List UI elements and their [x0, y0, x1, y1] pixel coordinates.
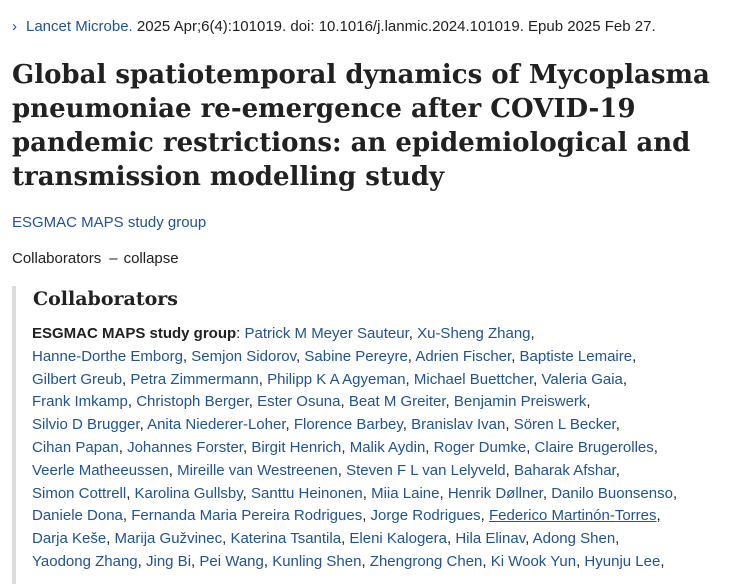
collaborator-link[interactable]: Kunling Shen [272, 552, 362, 570]
collaborator-link[interactable]: Johannes Forster [127, 438, 243, 456]
collaborator-link[interactable]: Michael Buettcher [413, 370, 534, 388]
collaborator-link[interactable]: Hila Elinav [455, 530, 526, 548]
collaborator-link[interactable]: Darja Keše [32, 530, 107, 548]
collaborator-link[interactable]: Xu-Sheng Zhang [417, 325, 531, 342]
collaborator-link[interactable]: Frank Imkamp [32, 393, 128, 411]
collaborator-link[interactable]: Beat M Greiter [348, 393, 446, 411]
collaborator-link[interactable]: Adong Shen [532, 530, 616, 548]
collaborator-link[interactable]: Simon Cottrell [32, 484, 127, 502]
collaborator-link[interactable]: Hyunju Lee [584, 552, 661, 570]
collaborator-link[interactable]: Zhengrong Chen [369, 552, 483, 570]
collaborators-panel [12, 286, 732, 584]
collaborator-link[interactable]: Birgit Henrich [251, 438, 342, 456]
collaborator-link[interactable]: Gilbert Greub [32, 370, 123, 388]
collaborator-link[interactable]: Cihan Papan [32, 438, 119, 456]
collaborator-link[interactable]: Valeria Gaia [541, 370, 623, 388]
collaborator-link[interactable]: Philipp K A Agyeman [267, 370, 406, 388]
collaborator-link[interactable]: Florence Barbey [293, 416, 403, 434]
collaborator-link[interactable]: Ki Wook Yun [490, 552, 577, 570]
collaborator-link[interactable]: Petra Zimmermann [130, 370, 259, 388]
group-colon: : [236, 325, 241, 342]
collaborator-link[interactable]: Hanne-Dorthe Emborg [32, 347, 183, 365]
collaborators-heading: Collaborators [33, 288, 178, 310]
collaborator-link[interactable]: Santtu Heinonen [251, 484, 363, 502]
collaborator-link[interactable]: Henrik Døllner [447, 484, 543, 502]
collaborator-link[interactable]: Karolina Gullsby [134, 484, 243, 502]
collapse-button[interactable]: collapse [123, 250, 179, 267]
collaborator-link[interactable]: Benjamin Preiswerk [453, 393, 587, 411]
collaborator-link[interactable]: Pei Wang [199, 552, 264, 570]
collaborator-link[interactable]: Baptiste Lemaire [519, 347, 633, 365]
collaborator-link[interactable]: Katerina Tsantila [230, 530, 342, 548]
collaborator-link[interactable]: Miia Laine [371, 484, 440, 502]
citation-details: 2025 Apr;6(4):101019. doi: 10.1016/j.lanmic.2024.101019. Epub 2025 Feb 27. [136, 18, 656, 35]
collaborator-link[interactable]: Semjon Sidorov [191, 347, 297, 365]
collaborator-link[interactable]: Federico Martinón-Torres [488, 507, 657, 525]
collaborator-link[interactable]: Adrien Fischer [415, 347, 512, 365]
chevron-right-icon[interactable]: › [12, 18, 17, 35]
collaborator-link[interactable]: Fernanda Maria Pereira Rodrigues [131, 507, 363, 525]
citation-line [12, 18, 656, 35]
collaborator-link[interactable]: Sören L Becker [513, 416, 616, 434]
collaborator-link[interactable]: Branislav Ivan [411, 416, 506, 434]
collaborator-link[interactable]: Malik Aydin [349, 438, 426, 456]
group-label: ESGMAC MAPS study group [32, 325, 237, 342]
collaborator-link[interactable]: Eleni Kalogera [349, 530, 447, 548]
collaborator-link[interactable]: Marija Gužvinec [114, 530, 223, 548]
article-title: Global spatiotemporal dynamics of Mycoplasma pneumoniae re-emergence after COVID-19 pandemic restrictions: an epidemiological and transmission modelling study [12, 60, 710, 192]
collaborator-link[interactable]: Christoph Berger [136, 393, 249, 411]
collaborator-link[interactable]: Patrick M Meyer Sauteur [244, 325, 409, 342]
collaborator-link[interactable]: Ester Osuna [257, 393, 341, 411]
author-group-link[interactable]: ESGMAC MAPS study group [12, 214, 207, 231]
collaborators-toggle-label: Collaborators [12, 250, 102, 267]
collaborator-link[interactable]: Yaodong Zhang [32, 552, 138, 570]
collaborator-link[interactable]: Sabine Pereyre [304, 347, 408, 365]
collaborator-link[interactable]: Anita Niederer-Loher [147, 416, 286, 434]
collaborator-link[interactable]: Claire Brugerolles [534, 438, 654, 456]
collaborators-toggle [12, 250, 179, 267]
collaborator-link[interactable]: Baharak Afshar [513, 461, 616, 479]
collaborator-link[interactable]: Daniele Dona [32, 507, 123, 525]
collaborator-link[interactable]: Danilo Buonsenso [551, 484, 673, 502]
collaborator-link[interactable]: Silvio D Brugger [32, 416, 140, 434]
collaborator-link[interactable]: Roger Dumke [433, 438, 527, 456]
journal-link[interactable]: Lancet Microbe. [26, 18, 133, 35]
collaborator-link[interactable]: Mireille van Westreenen [177, 461, 338, 479]
collaborator-link[interactable]: Jing Bi [146, 552, 192, 570]
collaborator-link[interactable]: Jorge Rodrigues [370, 507, 481, 525]
collaborator-link[interactable]: Steven F L van Lelyveld [346, 461, 506, 479]
toggle-separator: – [109, 250, 118, 267]
collaborator-link[interactable]: Veerle Matheeussen [32, 461, 169, 479]
collaborators-list: ESGMAC MAPS study group: Patrick M Meyer Sauteur, Xu-Sheng Zhang, Hanne-Dorthe Emborg, Semjon Sidorov, Sabine Pereyre, Adrien Fischer, Baptiste Lemaire, Gilbert Greub, Petra Zimmermann, Philipp K A Agyeman, Michael Buettcher, Valeria Gaia, Frank Imkamp, Christoph Berger, Ester Osuna, Beat M Greiter, Benjamin Preiswerk, Silvio D Brugger, Anita Niederer-Loher, Florence Barbey, Branislav Ivan, Sören L Becker, Cihan Papan, Johannes Forster, Birgit Henrich, Malik Aydin, Roger Dumke, Claire Brugerolles, Veerle Matheeussen, Mireille van Westreenen, Steven F L van Lelyveld, Baharak Afshar, Simon Cottrell, Karolina Gullsby, Santtu Heinonen, Miia Laine, Henrik Døllner, Danilo Buonsenso, Daniele Dona, Fernanda Maria Pereira Rodrigues, Jorge Rodrigues, Federico Martinón-Torres, Darja Keše, Marija Gužvinec, Katerina Tsantila, Eleni Kalogera, Hila Elinav, Adong Shen, Yaodong Zhang, Jing Bi, Pei Wang, Kunling Shen, Zhengrong Chen, Ki Wook Yun, Hyunju Lee, [32, 325, 678, 570]
